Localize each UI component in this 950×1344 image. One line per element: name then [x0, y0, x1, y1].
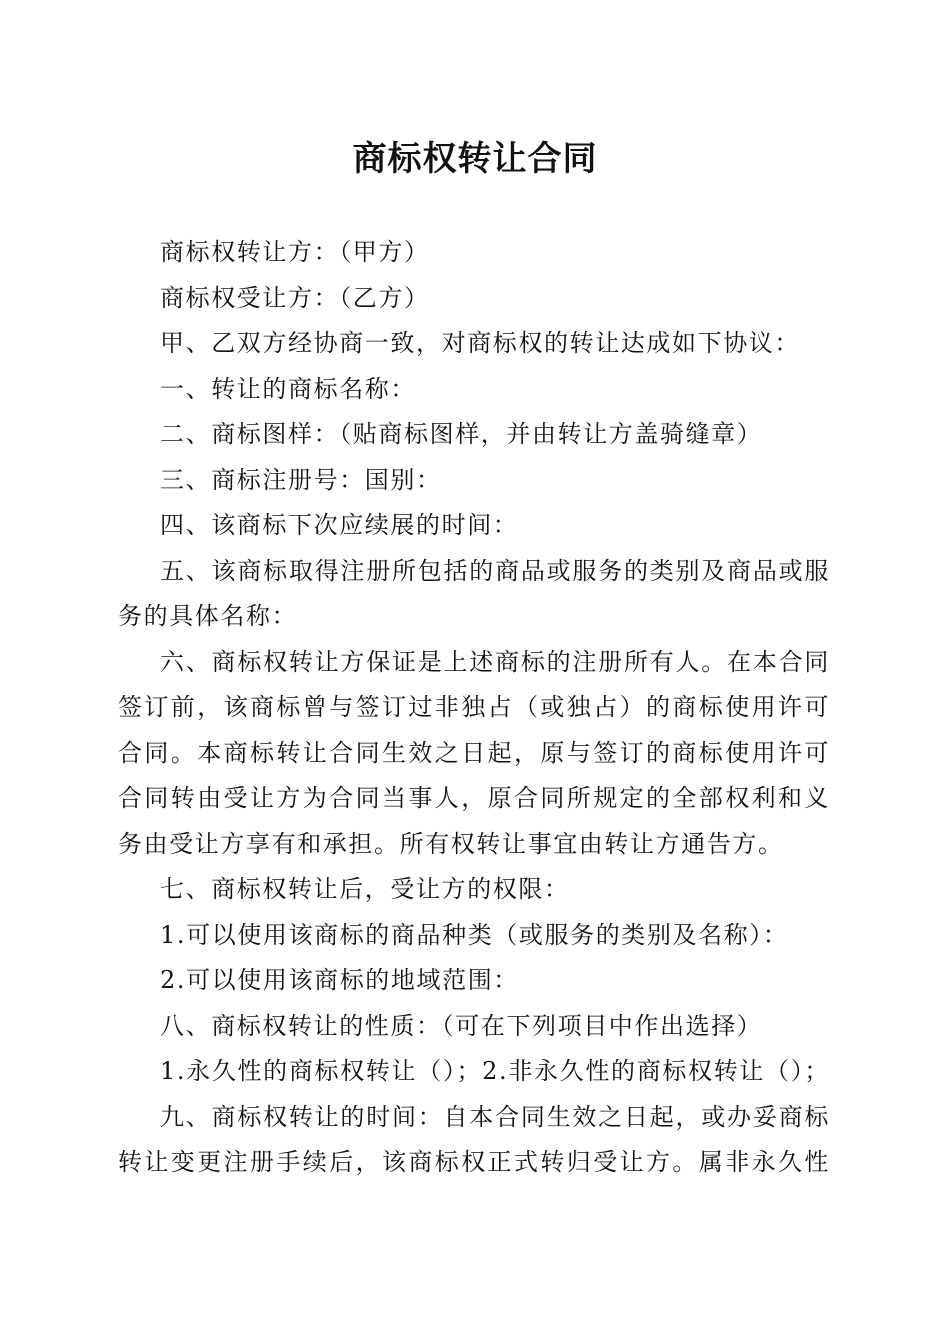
clause-6-continuation: 在本合同: [727, 647, 830, 676]
clause-6-line-2: 签订前，该商标曾与签订过非独占（或独占）的商标使用许可: [118, 693, 830, 721]
clause-6-line-3: 合同。本商标转让合同生效之日起，原与签订的商标使用许可: [118, 738, 830, 767]
clause-7-item-2: 2.可以使用该商标的地域范围：: [160, 966, 519, 994]
clause-7: 七、商标权转让后，受让方的权限：: [160, 875, 570, 903]
clause-9-line-2: [118, 1140, 830, 1186]
clause-1: 一、转让的商标名称：: [160, 374, 416, 403]
document-body: [118, 230, 830, 1186]
clause-2: 二、商标图样：（贴商标图样，并由转让方盖骑缝章）: [160, 420, 763, 448]
party-a-line: 商标权转让方：（甲方）: [160, 238, 430, 266]
clause-9-bold-text: 转让变更注册手续后，该商标权正式转归受让方。: [118, 1148, 699, 1176]
clause-8-options: 1.永久性的商标权转让（）；2.非永久性的商标权转让（）；: [160, 1057, 830, 1085]
party-b-line: 商标权受让方：（乙方）: [160, 283, 430, 312]
document-title: 商标权转让合同: [352, 139, 598, 179]
clause-9-continuation: 属非永久性: [698, 1148, 830, 1176]
clause-5-line-1: 五、该商标取得注册所包括的商品或服务的类别及商品或服: [160, 556, 830, 585]
clause-8: 八、商标权转让的性质：（可在下列项目中作出选择）: [160, 1011, 763, 1040]
clause-4: 四、该商标下次应续展的时间：: [160, 511, 519, 539]
clause-6-line-1: [118, 640, 830, 686]
agreement-intro: 甲、乙双方经协商一致，对商标权的转让达成如下协议：: [160, 329, 800, 357]
clause-3: 三、商标注册号：国别：: [160, 465, 442, 494]
clause-5-line-2: 务的具体名称：: [118, 602, 298, 630]
clause-6-line-4: 合同转由受让方为合同当事人，原合同所规定的全部权利和义: [118, 784, 830, 812]
clause-6-heading: 六、商标权转让方保证是上述商标的注册所有人。: [160, 647, 728, 676]
clause-7-item-1: 1.可以使用该商标的商品种类（或服务的类别及名称）：: [160, 920, 789, 949]
clause-6-line-5: 务由受让方享有和承担。所有权转让事宜由转让方通告方。: [118, 829, 784, 858]
clause-9-line-1: 九、商标权转让的时间：自本合同生效之日起，或办妥商标: [160, 1102, 830, 1131]
